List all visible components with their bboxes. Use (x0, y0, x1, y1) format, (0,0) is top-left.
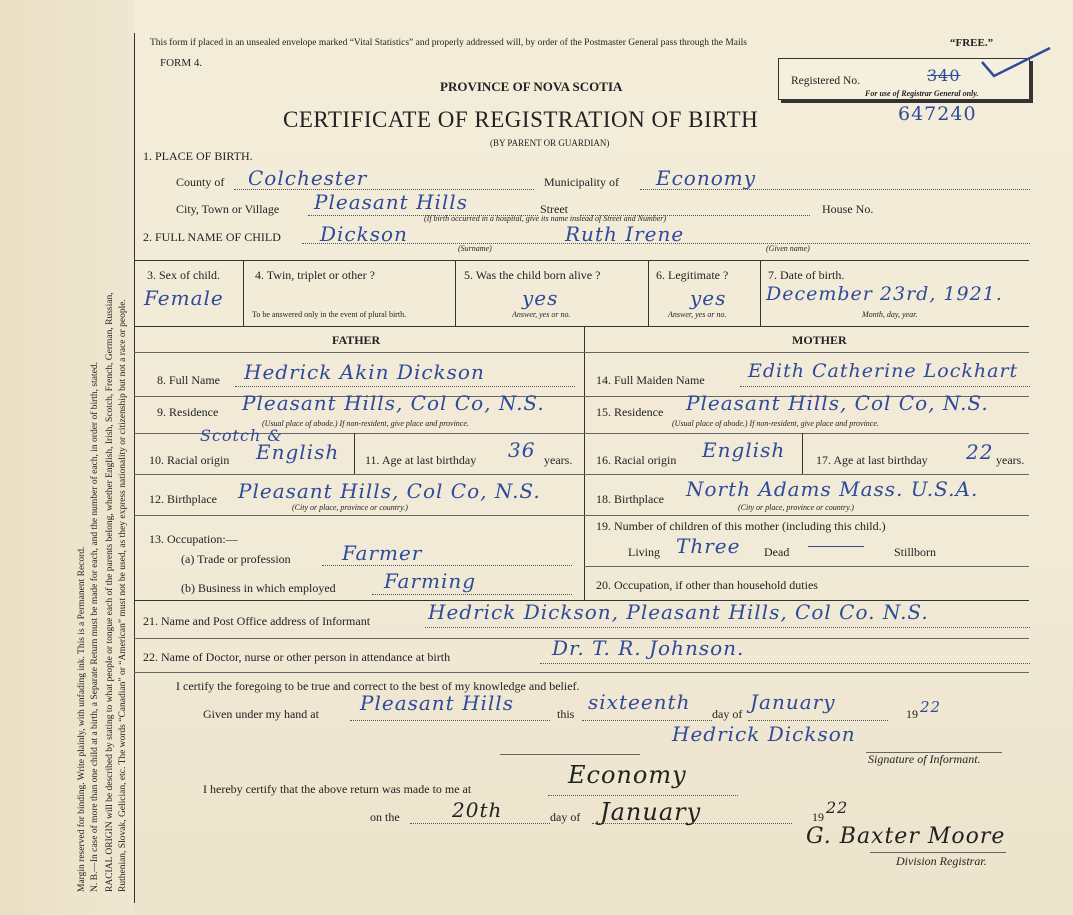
parents-heading-line (134, 352, 1029, 353)
mother-row-line-5 (584, 566, 1029, 567)
given-place: Pleasant Hills (360, 691, 514, 715)
mother-residence-note: (Usual place of abode.) If non-resident, give place and province. (672, 419, 879, 428)
business-line (372, 594, 572, 595)
surname-note: (Surname) (458, 244, 492, 253)
alive-note: Answer, yes or no. (512, 310, 571, 319)
mother-racial-label: 16. Racial origin (596, 453, 677, 467)
father-birthplace-note: (City or place, province or country.) (292, 503, 408, 512)
father-racial-label: 10. Racial origin (149, 453, 230, 467)
children-label: 19. Number of children of this mother (including this child.) (596, 519, 886, 533)
sex-label: 3. Sex of child. (147, 268, 220, 282)
place-heading: 1. PLACE OF BIRTH. (143, 149, 253, 163)
business-value: Farming (384, 569, 477, 593)
dead-label: Dead (764, 545, 790, 559)
registered-label: Registered No. (791, 75, 860, 87)
dob-label: 7. Date of birth. (768, 268, 845, 282)
twin-note: To be answered only in the event of plural birth. (252, 310, 407, 319)
dob-value: December 23rd, 1921. (766, 283, 1003, 305)
stillborn-label: Stillborn (894, 545, 937, 559)
trade-value: Farmer (342, 541, 423, 565)
this-label: this (557, 707, 575, 721)
informant-label: 21. Name and Post Office address of Informant (143, 614, 371, 628)
child-surname: Dickson (320, 222, 408, 246)
street-label: Street (540, 202, 568, 216)
certificate-number: 647240 (898, 103, 977, 125)
mother-racial-value: English (702, 438, 786, 462)
father-row-line-4 (134, 515, 584, 516)
hospital-note: (If birth occurred in a hospital, give its name instead of Street and Number) (424, 214, 667, 223)
col-divider-3 (648, 260, 649, 326)
informant-line (425, 627, 1030, 628)
mother-name-line (740, 386, 1030, 387)
registrar-label: Division Registrar. (896, 854, 987, 868)
left-border (134, 33, 135, 903)
mother-row-line-2 (584, 433, 1029, 434)
legitimate-note: Answer, yes or no. (668, 310, 727, 319)
reg-year-prefix: 19 (812, 810, 824, 824)
registrar-signature: G. Baxter Moore (806, 824, 1006, 849)
living-value: Three (676, 534, 741, 558)
father-heading: FATHER (332, 333, 381, 347)
registrar-line (870, 852, 1006, 853)
given-label: Given under my hand at (203, 707, 319, 721)
mother-row-line-4 (584, 515, 1029, 516)
mother-name-label: 14. Full Maiden Name (596, 373, 705, 387)
reg-day-line (410, 823, 550, 824)
given-day: sixteenth (588, 690, 691, 714)
trade-line (322, 565, 572, 566)
signature-label: Signature of Informant. (868, 752, 981, 766)
father-residence-value: Pleasant Hills, Col Co, N.S. (242, 391, 545, 415)
certification-top-line (134, 672, 1029, 673)
margin-note-3: RACIAL ORIGIN will be described by stating to what people or tongue each of the parents belong, whether English, Irish, Scotch, French, German, Russian, (105, 292, 115, 892)
free-label: “FREE.” (950, 37, 994, 49)
postal-note: This form if placed in an unsealed envelope marked “Vital Statistics” and properly addressed will, by order of the Postmaster General pass through the Mails (150, 38, 747, 48)
doctor-label: 22. Name of Doctor, nurse or other person in attendance at birth (143, 650, 451, 664)
father-occupation-label: 13. Occupation:— (149, 532, 238, 546)
reg-place: Economy (568, 761, 687, 789)
registered-note: For use of Registrar General only. (865, 89, 979, 98)
legitimate-label: 6. Legitimate ? (656, 268, 729, 282)
mother-years: years. (996, 453, 1025, 467)
doctor-line (540, 663, 1030, 664)
municipality-label: Municipality of (544, 175, 619, 189)
father-racial-value: English (256, 440, 340, 464)
father-birthplace-value: Pleasant Hills, Col Co, N.S. (238, 479, 541, 503)
trade-label: (a) Trade or profession (181, 552, 291, 566)
margin-note-2: N. B.—In case of more than one child at a birth, a Separate Return must be made for each, and the number of each, in order of birth, stated. (90, 362, 100, 892)
year-prefix: 19 (906, 707, 918, 721)
onthe-label: on the (370, 810, 400, 824)
mother-racial-divider (802, 433, 803, 474)
margin-note-4: Ruthenian, Slovak, Gelician, etc. The words “Canadian” or “American” must not be used, as they express nationality or citizenship but not a race or people. (118, 299, 128, 892)
certificate-subtitle: (BY PARENT OR GUARDIAN) (490, 138, 610, 148)
city-value: Pleasant Hills (314, 190, 468, 214)
house-label: House No. (822, 202, 874, 216)
county-label: County of (176, 175, 225, 189)
mother-name-value: Edith Catherine Lockhart (748, 360, 1019, 382)
col-divider-2 (455, 260, 456, 326)
mother-age-value: 22 (966, 440, 994, 464)
given-month: January (750, 690, 836, 714)
mother-row-line-3 (584, 474, 1029, 475)
sex-value: Female (144, 286, 224, 310)
given-month-line (748, 720, 888, 721)
registered-value: 340 (927, 66, 961, 85)
doctor-value: Dr. T. R. Johnson. (552, 636, 745, 660)
father-row-line-3 (134, 474, 584, 475)
form-number: FORM 4. (160, 57, 203, 69)
county-value: Colchester (248, 166, 368, 190)
hereby-statement: I hereby certify that the above return was made to me at (203, 782, 472, 796)
informant-signature: Hedrick Dickson (672, 722, 856, 746)
father-birthplace-label: 12. Birthplace (149, 492, 217, 506)
city-label: City, Town or Village (176, 202, 280, 216)
dayof-label: day of (712, 707, 743, 721)
mother-birthplace-note: (City or place, province or country.) (738, 503, 854, 512)
legitimate-value: yes (690, 286, 727, 310)
living-label: Living (628, 545, 660, 559)
dead-dash (808, 546, 864, 547)
given-place-line (350, 720, 550, 721)
year-suffix: 22 (920, 698, 942, 716)
reg-place-line (548, 795, 738, 796)
informant-value: Hedrick Dickson, Pleasant Hills, Col Co. N.S. (428, 600, 929, 624)
mother-age-label: 17. Age at last birthday (816, 453, 928, 467)
province-heading: PROVINCE OF NOVA SCOTIA (440, 79, 623, 94)
dob-note: Month, day, year. (862, 310, 918, 319)
father-name-label: 8. Full Name (157, 373, 220, 387)
reg-year-suffix: 22 (826, 798, 849, 817)
father-name-value: Hedrick Akin Dickson (244, 360, 485, 384)
twin-label: 4. Twin, triplet or other ? (255, 268, 375, 282)
business-label: (b) Business in which employed (181, 581, 336, 595)
parents-divider (584, 326, 585, 600)
father-age-value: 36 (508, 438, 536, 462)
reg-month: January (600, 798, 702, 826)
municipality-value: Economy (656, 166, 757, 190)
mother-occupation-label: 20. Occupation, if other than household duties (596, 578, 818, 592)
father-residence-label: 9. Residence (157, 405, 219, 419)
child-name-label: 2. FULL NAME OF CHILD (143, 230, 281, 244)
check-mark-icon (980, 44, 1060, 84)
alive-value: yes (522, 286, 559, 310)
row-divider-top (134, 260, 1029, 261)
margin-note-1: Margin reserved for binding. Write plainly, with unfading ink. This is a Permanent Record. (77, 546, 87, 892)
col-divider-4 (760, 260, 761, 326)
row-divider-bottom (134, 326, 1029, 327)
reg-dayof-label: day of (550, 810, 581, 824)
certify-statement: I certify the foregoing to be true and correct to the best of my knowledge and belief. (176, 679, 580, 693)
col-divider-1 (243, 260, 244, 326)
mother-residence-label: 15. Residence (596, 405, 664, 419)
mother-residence-value: Pleasant Hills, Col Co, N.S. (686, 391, 989, 415)
mother-heading: MOTHER (792, 333, 847, 347)
father-residence-note: (Usual place of abode.) If non-resident, give place and province. (262, 419, 469, 428)
father-years: years. (544, 453, 573, 467)
father-racial-divider (354, 433, 355, 474)
father-name-line (235, 386, 575, 387)
alive-label: 5. Was the child born alive ? (464, 268, 601, 282)
child-given-name: Ruth Irene (565, 222, 685, 246)
mother-birthplace-value: North Adams Mass. U.S.A. (686, 477, 979, 501)
certificate-title: CERTIFICATE OF REGISTRATION OF BIRTH (283, 107, 759, 132)
father-age-label: 11. Age at last birthday (365, 453, 477, 467)
mother-birthplace-label: 18. Birthplace (596, 492, 664, 506)
father-racial-above: Scotch & (200, 426, 283, 445)
stamp-line (500, 754, 640, 755)
given-note: (Given name) (766, 244, 810, 253)
reg-day: 20th (452, 798, 503, 822)
given-day-line (582, 720, 712, 721)
